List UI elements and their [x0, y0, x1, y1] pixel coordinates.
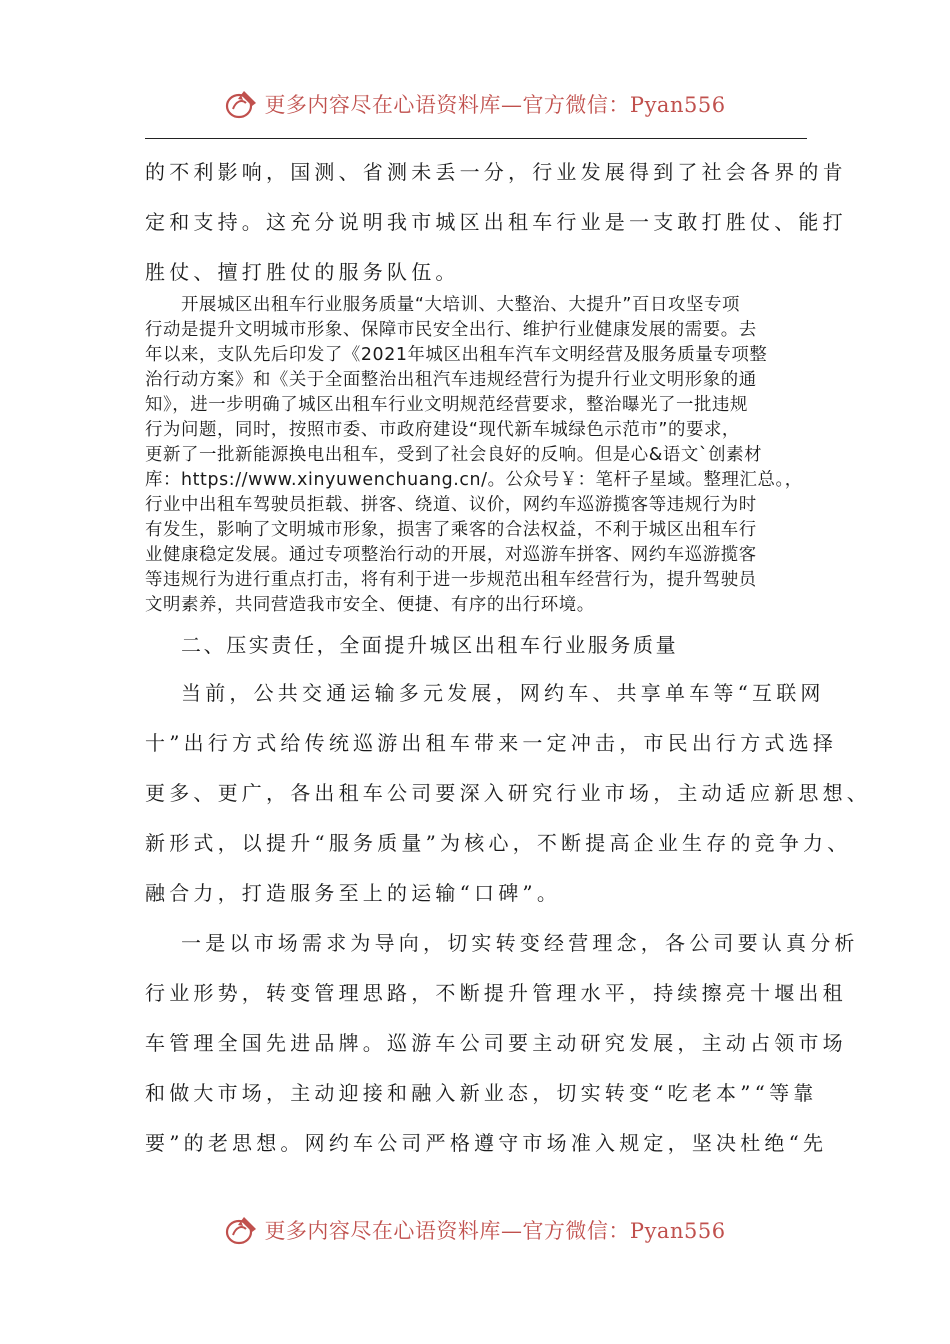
text-line: 行为问题，同时，按照市委、市政府建设“现代新车城绿色示范市”的要求，	[145, 420, 740, 440]
text-line: 新形式，以提升“服务质量”为核心，不断提高企业生存的竞争力、	[145, 831, 852, 855]
text-line: 行动是提升文明城市形象、保障市民安全出行、维护行业健康发展的需要。去	[145, 320, 757, 340]
brand-logo-icon	[224, 87, 260, 121]
text-line: 定和支持。这充分说明我市城区出租车行业是一支敢打胜仗、能打	[145, 210, 847, 234]
banner-suffix: 官方微信：Pyan556	[522, 93, 726, 117]
footer-banner	[0, 1210, 950, 1250]
paragraph-3	[145, 918, 859, 1168]
text-line: 车管理全国先进品牌。巡游车公司要主动研究发展，主动占领市场	[145, 1031, 847, 1055]
text-line: 文明素养，共同营造我市安全、便捷、有序的出行环境。	[145, 595, 595, 615]
text-line: 库：https://www.xinyuwenchuang.cn/。公众号￥：笔杆子星域。整理汇总。，	[145, 470, 803, 490]
text-line: 十”出行方式给传统巡游出租车带来一定冲击，市民出行方式选择	[145, 731, 838, 755]
paragraph-continuation	[145, 147, 847, 297]
text-line: 知》，进一步明确了城区出租车行业文明规范经营要求，整治曝光了一批违规	[145, 395, 748, 415]
brand-logo-icon	[224, 1213, 260, 1247]
text-line: 更多、更广，各出租车公司要深入研究行业市场，主动适应新思想、	[145, 781, 871, 805]
heading-text: 二、压实责任，全面提升城区出租车行业服务质量	[181, 633, 679, 657]
banner-dash: —	[500, 93, 523, 117]
text-line: 一是以市场需求为导向，切实转变经营理念，各公司要认真分析	[181, 931, 859, 955]
banner-main: 更多内容尽在心语资料库	[264, 93, 501, 117]
text-line: 的不利影响，国测、省测未丢一分，行业发展得到了社会各界的肯	[145, 160, 847, 184]
text-line: 胜仗、擅打胜仗的服务队伍。	[145, 260, 460, 284]
text-line: 业健康稳定发展。通过专项整治行动的开展，对巡游车拼客、网约车巡游揽客	[145, 545, 757, 565]
text-line: 要”的老思想。网约车公司严格遵守市场准入规定，坚决杜绝“先	[145, 1131, 828, 1155]
text-line: 治行动方案》和《关于全面整治出租汽车违规经营行为提升行业文明形象的通	[145, 370, 757, 390]
text-line: 开展城区出租车行业服务质量“大培训、大整治、大提升”百日攻坚专项	[181, 295, 740, 315]
text-line: 行业形势，转变管理思路，不断提升管理水平，持续擦亮十堰出租	[145, 981, 847, 1005]
text-line: 年以来，支队先后印发了《2021年城区出租车汽车文明经营及服务质量专项整	[145, 345, 768, 365]
banner-suffix: 官方微信：Pyan556	[522, 1219, 726, 1243]
header-banner	[0, 84, 950, 124]
text-line: 等违规行为进行重点打击，将有利于进一步规范出租车经营行为，提升驾驶员	[145, 570, 757, 590]
paragraph-2	[145, 668, 871, 918]
text-line: 融合力，打造服务至上的运输“口碑”。	[145, 881, 562, 905]
text-line: 当前，公共交通运输多元发展，网约车、共享单车等“互联网	[181, 681, 825, 705]
banner-text	[264, 1215, 725, 1245]
text-line: 和做大市场，主动迎接和融入新业态，切实转变“吃老本”“等靠	[145, 1081, 818, 1105]
text-line: 行业中出租车驾驶员拒载、拼客、绕道、议价，网约车巡游揽客等违规行为时	[145, 495, 757, 515]
paragraph-dense	[145, 293, 807, 618]
text-line: 有发生，影响了文明城市形象，损害了乘客的合法权益，不利于城区出租车行	[145, 520, 757, 540]
text-line: 更新了一批新能源换电出租车，受到了社会良好的反响。但是心&语文`创素材	[145, 445, 763, 465]
banner-main: 更多内容尽在心语资料库	[264, 1219, 501, 1243]
banner-text	[264, 89, 725, 119]
header-divider	[145, 138, 807, 139]
banner-dash: —	[500, 1219, 523, 1243]
section-heading	[145, 630, 807, 660]
